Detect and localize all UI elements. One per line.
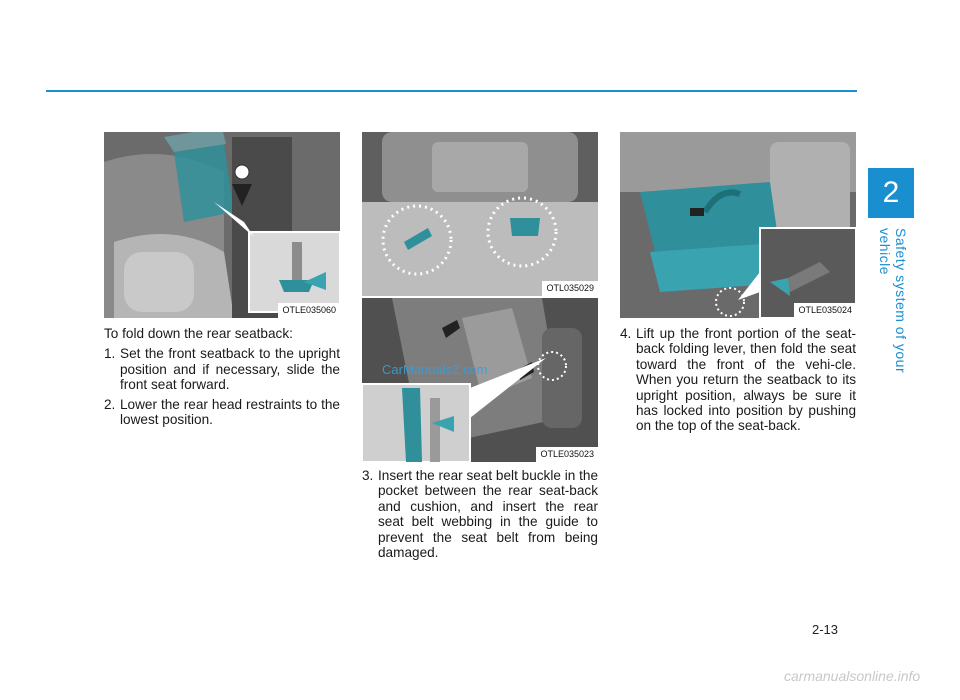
seat-belt-guide-illustration [362,298,598,462]
step-number: 3. [362,468,374,483]
header-rule [46,90,857,92]
watermark-text: CarManuals2.com [382,362,488,377]
folding-seat-illustration [620,132,856,318]
figure-code: OTLE035060 [278,303,340,318]
figure-head-restraint [104,132,340,318]
step-text: Lower the rear head restraints to the lowest position. [120,396,340,428]
figure-folding-seat [620,132,856,318]
figure-code: OTLE035024 [794,303,856,318]
step-text: Insert the rear seat belt buckle in the pocket between the rear seat-back and cushion, and insert the rear seat belt webbing in the guide to prevent the seat belt from being damaged. [378,468,598,561]
chapter-title: Safety system of your vehicle [877,228,909,374]
step-number: 1. [104,346,116,362]
page-number: 2-13 [812,622,839,637]
seat-belt-buckles-illustration [362,132,598,296]
step-number: 2. [104,396,116,412]
instructions-column-2 [362,468,598,564]
instructions-column-3 [620,326,856,438]
step-text: Set the front seatback to the upright position and if necessary, slide the front seat forward. [120,346,340,393]
step-text: Lift up the front portion of the seat-back folding lever, then fold the seat toward the front of the vehi-cle. When you return the seatback to its upright position, always be sure it has locked into position by pushing on the top of the seat-back. [636,326,856,434]
step-2 [104,397,340,428]
chapter-number-tab[interactable]: 2 [868,168,914,218]
figure-seat-belt-buckles [362,132,598,296]
instructions-column-1 [104,326,340,431]
figure-code: OTL035029 [542,281,598,296]
intro-text: To fold down the rear seatback: [104,326,293,341]
step-1 [104,346,340,392]
figure-seat-belt-guide [362,298,598,462]
footer-brand: carmanualsonline.info [784,668,921,684]
head-restraint-illustration [104,132,340,318]
step-4 [620,326,856,434]
figure-code: OTLE035023 [536,447,598,462]
step-3 [362,468,598,560]
step-number: 4. [620,326,632,341]
